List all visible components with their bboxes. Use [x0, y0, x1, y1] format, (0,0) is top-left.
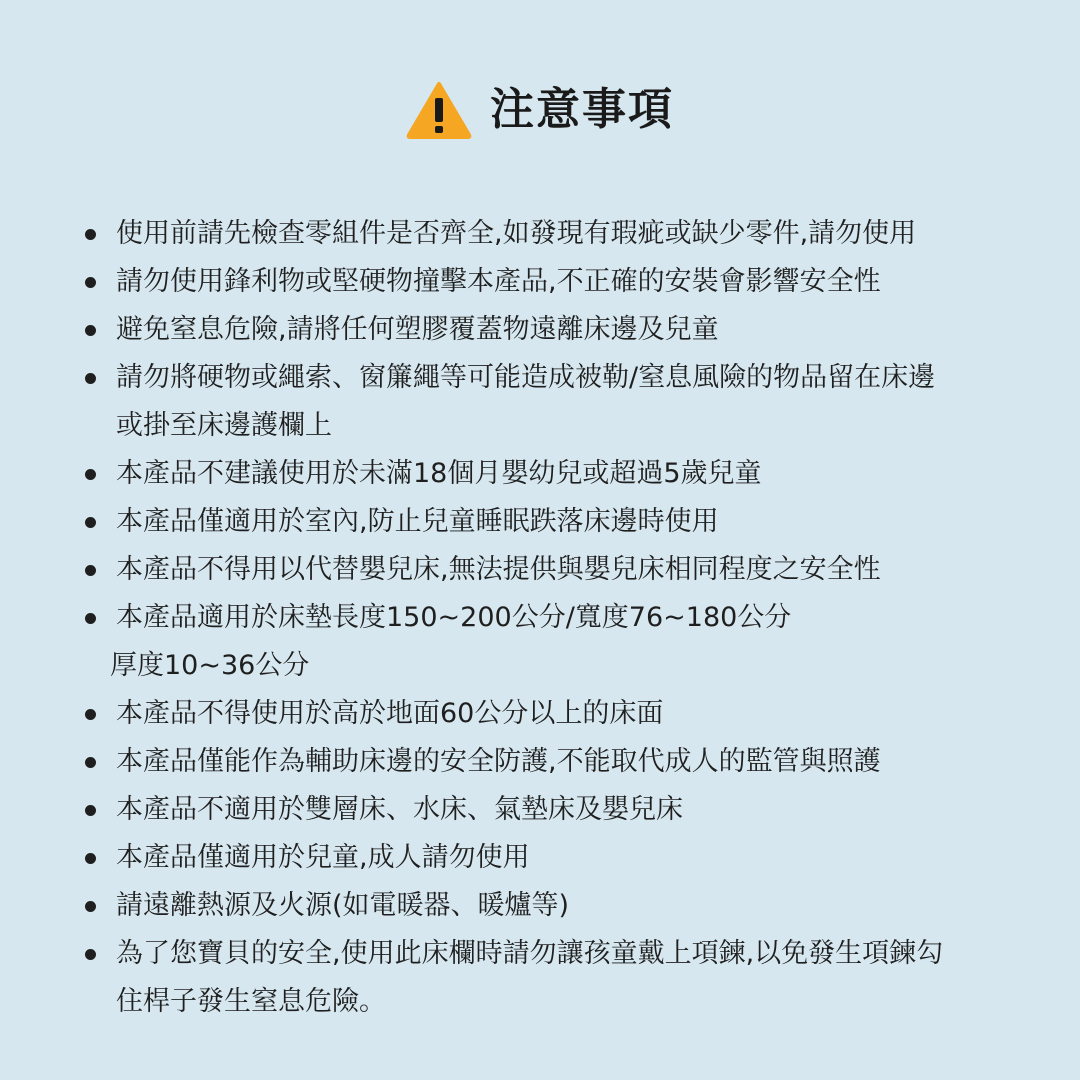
list-item	[82, 450, 1032, 498]
list-item	[82, 210, 1032, 258]
note-text: 本產品不適用於雙層床、水床、氣墊床及嬰兒床	[116, 794, 683, 825]
note-text: 本產品僅適用於室內,防止兒童睡眠跌落床邊時使用	[116, 506, 719, 537]
note-text: 本產品適用於床墊長度150~200公分/寬度76~180公分	[116, 602, 792, 633]
bullet-icon	[85, 373, 96, 384]
note-text: 請勿使用鋒利物或堅硬物撞擊本產品,不正確的安裝會影響安全性	[116, 266, 881, 297]
note-text-continued: 或掛至床邊護欄上	[116, 410, 332, 441]
list-item	[82, 354, 1032, 450]
bullet-icon	[85, 277, 96, 288]
page-title: 注意事項	[490, 84, 674, 135]
warning-icon	[406, 81, 472, 139]
bullet-icon	[85, 469, 96, 480]
list-item	[82, 834, 1032, 882]
note-text: 請勿將硬物或繩索、窗簾繩等可能造成被勒/窒息風險的物品留在床邊	[116, 362, 936, 393]
list-item	[82, 786, 1032, 834]
bullet-icon	[85, 757, 96, 768]
note-text: 本產品不得使用於高於地面60公分以上的床面	[116, 698, 664, 729]
bullet-icon	[85, 949, 96, 960]
note-text-continued: 厚度10~36公分	[110, 650, 310, 681]
bullet-icon	[85, 325, 96, 336]
list-item	[82, 546, 1032, 594]
bullet-icon	[85, 709, 96, 720]
bullet-icon	[85, 853, 96, 864]
bullet-icon	[85, 229, 96, 240]
list-item	[82, 258, 1032, 306]
note-text: 本產品僅適用於兒童,成人請勿使用	[116, 842, 530, 873]
note-text: 為了您寶貝的安全,使用此床欄時請勿讓孩童戴上項鍊,以免發生項鍊勾	[116, 938, 944, 969]
list-item	[82, 498, 1032, 546]
list-item	[82, 690, 1032, 738]
note-text: 本產品不建議使用於未滿18個月嬰幼兒或超過5歲兒童	[116, 458, 762, 489]
note-text-continued: 住桿子發生窒息危險。	[116, 986, 386, 1017]
note-text: 本產品僅能作為輔助床邊的安全防護,不能取代成人的監管與照護	[116, 746, 881, 777]
list-item	[82, 882, 1032, 930]
notice-header	[0, 78, 1080, 142]
bullet-icon	[85, 805, 96, 816]
note-text: 避免窒息危險,請將任何塑膠覆蓋物遠離床邊及兒童	[116, 314, 719, 345]
note-text: 使用前請先檢查零組件是否齊全,如發現有瑕疵或缺少零件,請勿使用	[116, 218, 917, 249]
bullet-icon	[85, 613, 96, 624]
bullet-icon	[85, 565, 96, 576]
bullet-icon	[85, 517, 96, 528]
notes-list	[82, 210, 1032, 1026]
note-text: 請遠離熱源及火源(如電暖器、暖爐等)	[116, 890, 570, 921]
note-text: 本產品不得用以代替嬰兒床,無法提供與嬰兒床相同程度之安全性	[116, 554, 881, 585]
list-item	[82, 594, 1032, 690]
list-item	[82, 738, 1032, 786]
list-item	[82, 306, 1032, 354]
bullet-icon	[85, 901, 96, 912]
list-item	[82, 930, 1032, 1026]
